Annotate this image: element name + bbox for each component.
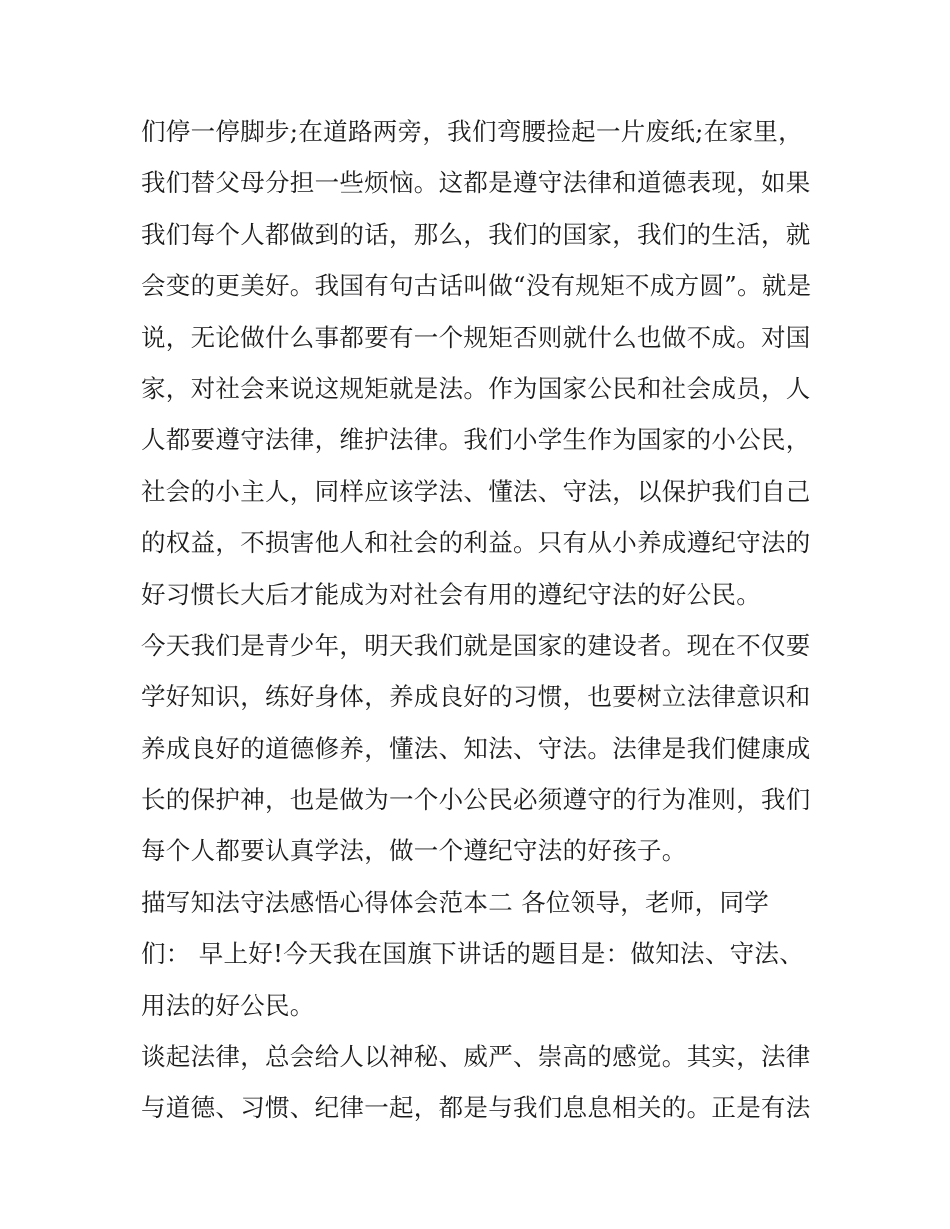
text-line: 与道德、习惯、纪律一起，都是与我们息息相关的。正是有法 xyxy=(141,1093,811,1123)
text-line: 用法的好公民。 xyxy=(141,990,315,1020)
text-line: 们： 早上好!今天我在国旗下讲话的题目是：做知法、守法、 xyxy=(141,939,805,969)
text-line: 的权益，不损害他人和社会的利益。只有从小养成遵纪守法的 xyxy=(141,528,811,558)
text-line: 说，无论做什么事都要有一个规矩否则就什么也做不成。对国 xyxy=(141,322,811,352)
text-line: 谈起法律，总会给人以神秘、威严、崇高的感觉。其实，法律 xyxy=(141,1042,811,1072)
body-text xyxy=(141,106,821,1134)
text-line: 们停一停脚步;在道路两旁，我们弯腰捡起一片废纸;在家里， xyxy=(141,117,803,146)
text-line: 人都要遵守法律，维护法律。我们小学生作为国家的小公民， xyxy=(141,425,811,455)
text-line: 好习惯长大后才能成为对社会有用的遵纪守法的好公民。 xyxy=(141,579,761,609)
text-line: 我们替父母分担一些烦恼。这都是遵守法律和道德表现，如果 xyxy=(141,168,811,198)
text-line: 养成良好的道德修养，懂法、知法、守法。法律是我们健康成 xyxy=(141,733,811,763)
text-line: 家，对社会来说这规矩就是法。作为国家公民和社会成员，人 xyxy=(141,373,811,403)
text-line: 学好知识，练好身体，养成良好的习惯，也要树立法律意识和 xyxy=(141,682,811,712)
text-line: 我们每个人都做到的话，那么，我们的国家，我们的生活，就 xyxy=(141,219,811,249)
text-line: 会变的更美好。我国有句古话叫做“没有规矩不成方圆”。就是 xyxy=(141,271,812,301)
text-line: 今天我们是青少年，明天我们就是国家的建设者。现在不仅要 xyxy=(141,630,811,660)
text-line: 描写知法守法感悟心得体会范本二 各位领导，老师，同学 xyxy=(141,887,770,917)
text-line: 社会的小主人，同样应该学法、懂法、守法，以保护我们自己 xyxy=(141,476,811,506)
text-line: 长的保护神，也是做为一个小公民必须遵守的行为准则，我们 xyxy=(141,785,811,815)
text-line: 每个人都要认真学法，做一个遵纪守法的好孩子。 xyxy=(141,836,687,866)
